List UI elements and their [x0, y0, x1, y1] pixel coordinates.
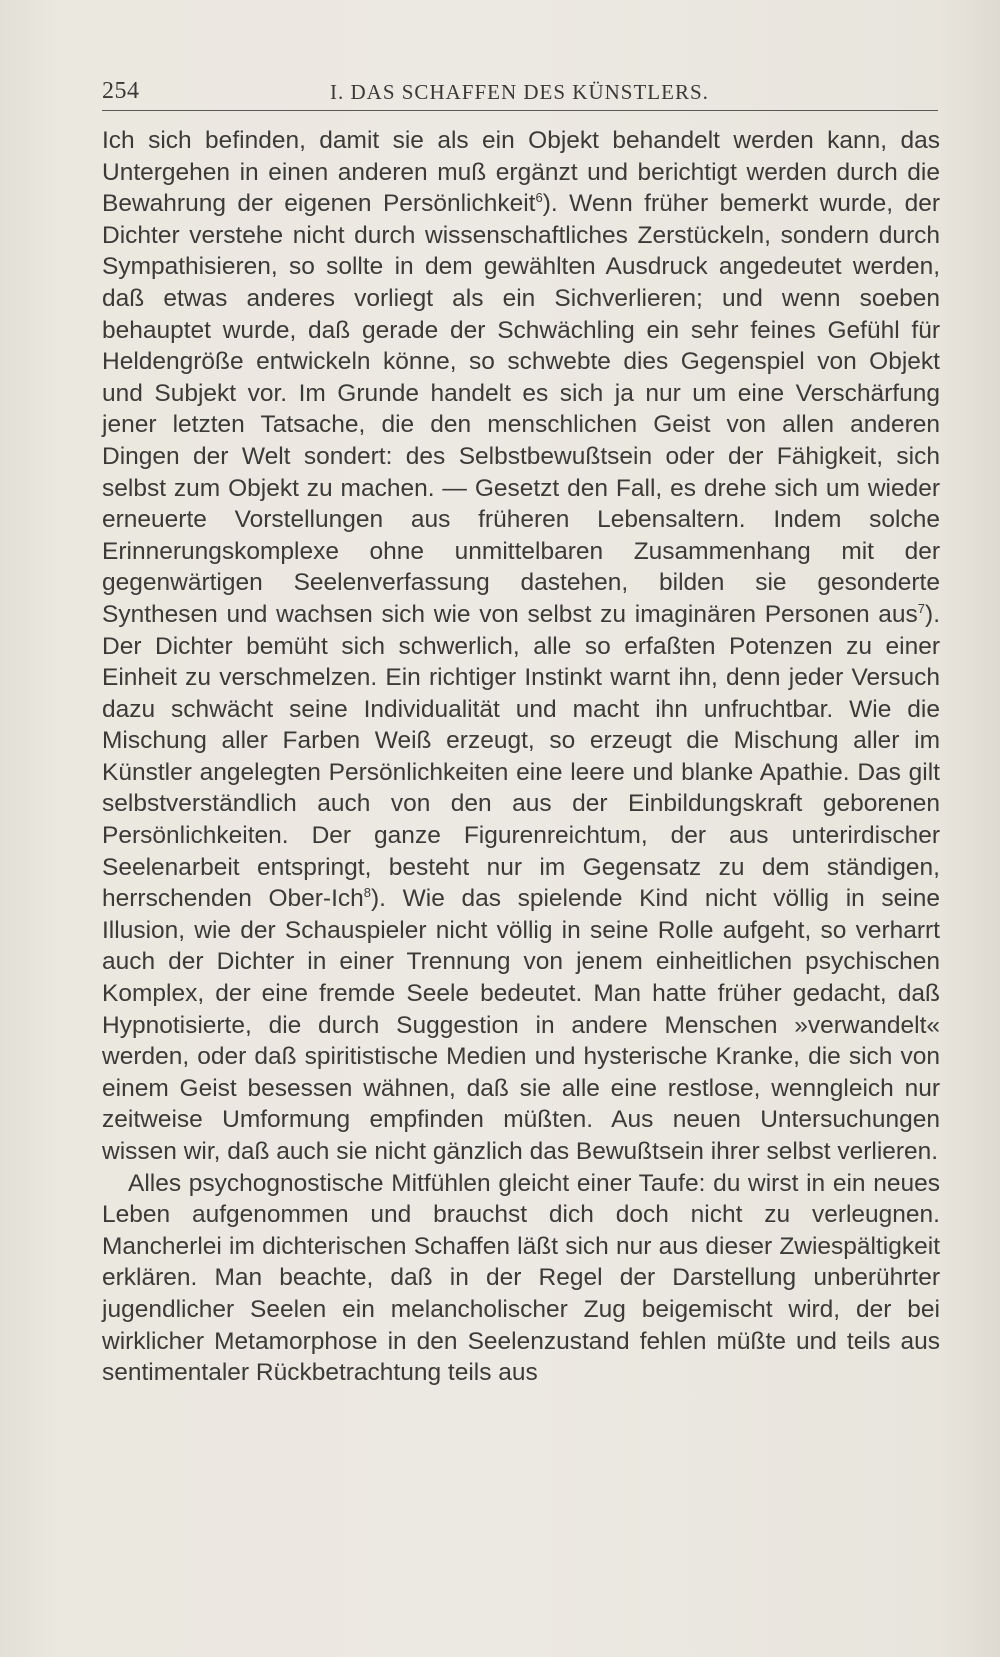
- text-segment: Ich sich befinden, damit sie als ein Objekt behandelt werden kann, das Untergehen in einen anderen muß ergänzt und berichtigt werden durch die Bewahrung der eigenen Persönlichkeit: [102, 127, 940, 218]
- page-number: 254: [102, 78, 140, 104]
- running-head: I. DAS SCHAFFEN DES KÜNSTLERS.: [330, 80, 709, 104]
- paragraph: [102, 125, 940, 1168]
- paragraph: Alles psychognostische Mitfühlen gleicht einer Taufe: du wirst in ein neues Leben aufgenommen und brauchst dich doch nicht zu verleugnen. Mancherlei im dichterischen Schaffen läßt sich nur aus dieser Zwiespältigkeit erklären. Man beachte, daß in der Regel der Darstellung unberührter jugendlicher Seelen ein melancholischer Zug beigemischt wird, der bei wirklicher Metamorphose in den Seelenzustand fehlen müßte und teils aus sentimentaler Rückbetrachtung teils aus: [102, 1169, 940, 1387]
- footnote-ref: 6: [535, 190, 543, 206]
- body-text: [102, 125, 940, 1389]
- text-segment: ). Wie das spielende Kind nicht völlig in seine Illusion, wie der Schauspieler nicht völlig in seine Rolle aufgeht, so verharrt auch der Dichter in einer Trennung von jenem einheitlichen psychischen Komplex, der eine fremde Seele bedeutet. Man hatte früher gedacht, daß Hypnotisierte, die durch Suggestion in andere Menschen »verwandelt« werden, oder daß spiritistische Medien und hysterische Kranke, die sich von einem Geist besessen wähnen, daß sie alle eine restlose, wenngleich nur zeitweise Umformung empfinden müßten. Aus neuen Untersuchungen wissen wir, daß auch sie nicht gänzlich das Bewußtsein ihrer selbst verlieren.: [102, 885, 940, 1165]
- text-segment: ). Der Dichter bemüht sich schwerlich, alle so erfaßten Potenzen zu einer Einheit zu verschmelzen. Ein richtiger Instinkt warnt ihn, denn jeder Versuch dazu schwächt seine Individualität und macht ihn unfruchtbar. Wie die Mischung aller Farben Weiß erzeugt, so erzeugt die Mischung aller im Künstler angelegten Persönlichkeiten eine leere und blanke Apathie. Das gilt selbstverständlich auch von den aus der Einbildungskraft geborenen Persönlichkeiten. Der ganze Figurenreichtum, der aus unterirdischer Seelenarbeit entspringt, besteht nur im Gegensatz zu dem ständigen, herrschenden Ober-Ich: [102, 600, 940, 913]
- page-header: [102, 76, 938, 111]
- footnote-ref: 8: [363, 885, 372, 901]
- footnote-ref: 7: [917, 600, 926, 616]
- text-segment: ). Wenn früher bemerkt wurde, der Dichter verstehe nicht durch wissenschaftliches Zerstückeln, sondern durch Sympathisieren, so sollte in dem gewählten Ausdruck angedeutet werden, daß etwas anderes vorliegt als ein Sichverlieren; und wenn soeben behauptet wurde, daß gerade der Schwächling ein sehr feines Gefühl für Heldengröße entwickeln könne, so schwebte dies Gegenspiel von Objekt und Subjekt vor. Im Grunde handelt es sich ja nur um eine Verschärfung jener letzten Tatsache, die den menschlichen Geist von allen anderen Dingen der Welt sondert: des Selbstbewußtsein oder der Fähigkeit, sich selbst zum Objekt zu machen. — Gesetzt den Fall, es drehe sich um wieder erneuerte Vorstellungen aus früheren Lebensaltern. Indem solche Erinnerungskomplexe ohne unmittelbaren Zusammenhang mit der gegenwärtigen Seelenverfassung dastehen, bilden sie gesonderte Synthesen und wachsen sich wie von selbst zu imaginären Personen aus: [102, 190, 940, 628]
